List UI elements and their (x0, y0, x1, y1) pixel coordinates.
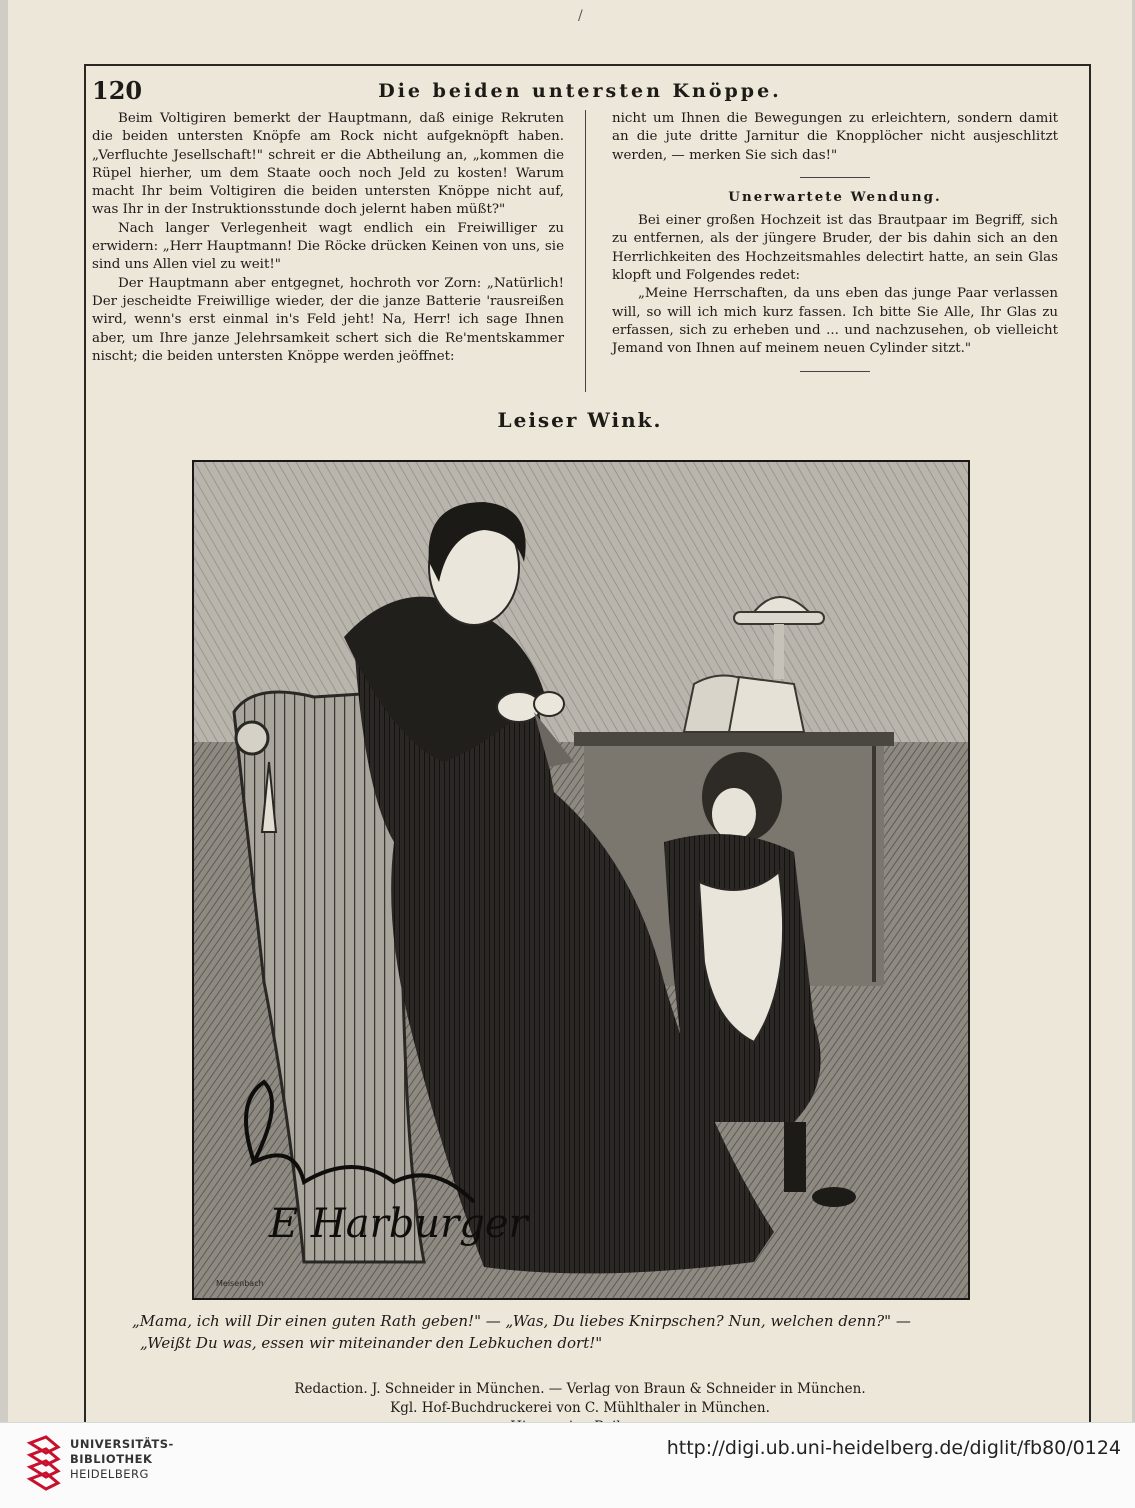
section-rule (800, 371, 870, 372)
artist-signature: E Harburger (269, 1201, 528, 1247)
article-paragraph: „Meine Herrschaften, da uns eben das junge Paar verlassen will, so will ich mich kurz fassen. Ich bitte Sie Alle, Ihr Glas zu erfassen, sich zu erheben und ... und nachzusehen, ob vielleicht Jemand von Ihnen auf meinem neuen Cylinder sitzt." (612, 286, 1058, 357)
library-logo-icon (26, 1435, 62, 1493)
library-name-line: HEIDELBERG (70, 1467, 149, 1481)
library-name-line: UNIVERSITÄTS- (70, 1437, 174, 1451)
article-paragraph: Bei einer großen Hochzeit ist das Brautpaar im Begriff, sich zu entfernen, als der jüngere Bruder, der bis dahin sich an den Herrlichkeiten des Hochzeitsmahles delectirt hatte, an sein Glas klopft und Folgendes redet: (612, 213, 1058, 284)
page-number: 120 (92, 76, 143, 105)
illustration-caption (132, 1310, 1022, 1354)
caption-line: „Mama, ich will Dir einen guten Rath geben!" — „Was, Du liebes Knirpschen? Nun, welchen denn?" — (132, 1312, 911, 1330)
section-title: Unerwartete Wendung. (728, 188, 942, 205)
caption-line: „Weißt Du was, essen wir miteinander den Lebkuchen dort!" (140, 1334, 603, 1352)
margin-mark: / (578, 8, 583, 24)
engraver-credit: Meisenbach (216, 1279, 264, 1288)
library-name (70, 1437, 174, 1482)
illustration-title: Leiser Wink. (497, 408, 663, 432)
column-divider (585, 110, 586, 392)
article-paragraph: Der Hauptmann aber entgegnet, hochroth vor Zorn: „Natürlich! Der jescheidte Freiwillige wieder, der die janze Batterie 'rausreißen wird, wenn's erst einmal in's Feld jeht! Na, Herr! ich sage Ihnen aber, um Ihre janze Jelehrsamkeit schert sich die Re'mentskammer nischt; die beiden untersten Knöppe werden jeöffnet: (92, 275, 564, 364)
article-paragraph: Beim Voltigiren bemerkt der Hauptmann, daß einige Rekruten die beiden untersten Knöpfe am Rock nicht aufgeknöpft haben. „Verfluchte Jesellschaft!" schreit er die Abtheilung an, „kommen die Rüpel hierher, um dem Staate ooch noch Jeld zu kosten! Warum macht Ihr beim Voltigiren die beiden untersten Knöppe nicht auf, was Ihr in der Instruktionsstunde doch jelernt haben müßt?" (92, 111, 564, 218)
article-paragraph: Nach langer Verlegenheit wagt endlich ein Freiwilliger zu erwidern: „Herr Hauptmann! Die Röcke drücken Keinen von uns, sie sind uns Allen viel zu weit!" (92, 220, 564, 273)
left-column (92, 110, 564, 366)
article-continuation: nicht um Ihnen die Bewegungen zu erleichtern, sondern damit an die jute dritte Jarnitur die Knopplöcher nicht ausjeschlitzt werden, — merken Sie sich das!" (612, 111, 1058, 163)
page-heading: Die beiden untersten Knöppe. (378, 80, 782, 102)
colophon-line: Redaction. J. Schneider in München. — Verlag von Braun & Schneider in München. (294, 1381, 866, 1397)
section-rule (800, 177, 870, 178)
right-column (612, 110, 1058, 382)
illustration-mother-and-child (192, 460, 970, 1300)
library-name-line: BIBLIOTHEK (70, 1452, 153, 1466)
permalink-url[interactable]: http://digi.ub.uni-heidelberg.de/diglit/fb80/0124 (666, 1437, 1121, 1459)
footer-bar (0, 1422, 1135, 1508)
colophon-line: Kgl. Hof-Buchdruckerei von C. Mühlthaler in München. (390, 1400, 770, 1416)
